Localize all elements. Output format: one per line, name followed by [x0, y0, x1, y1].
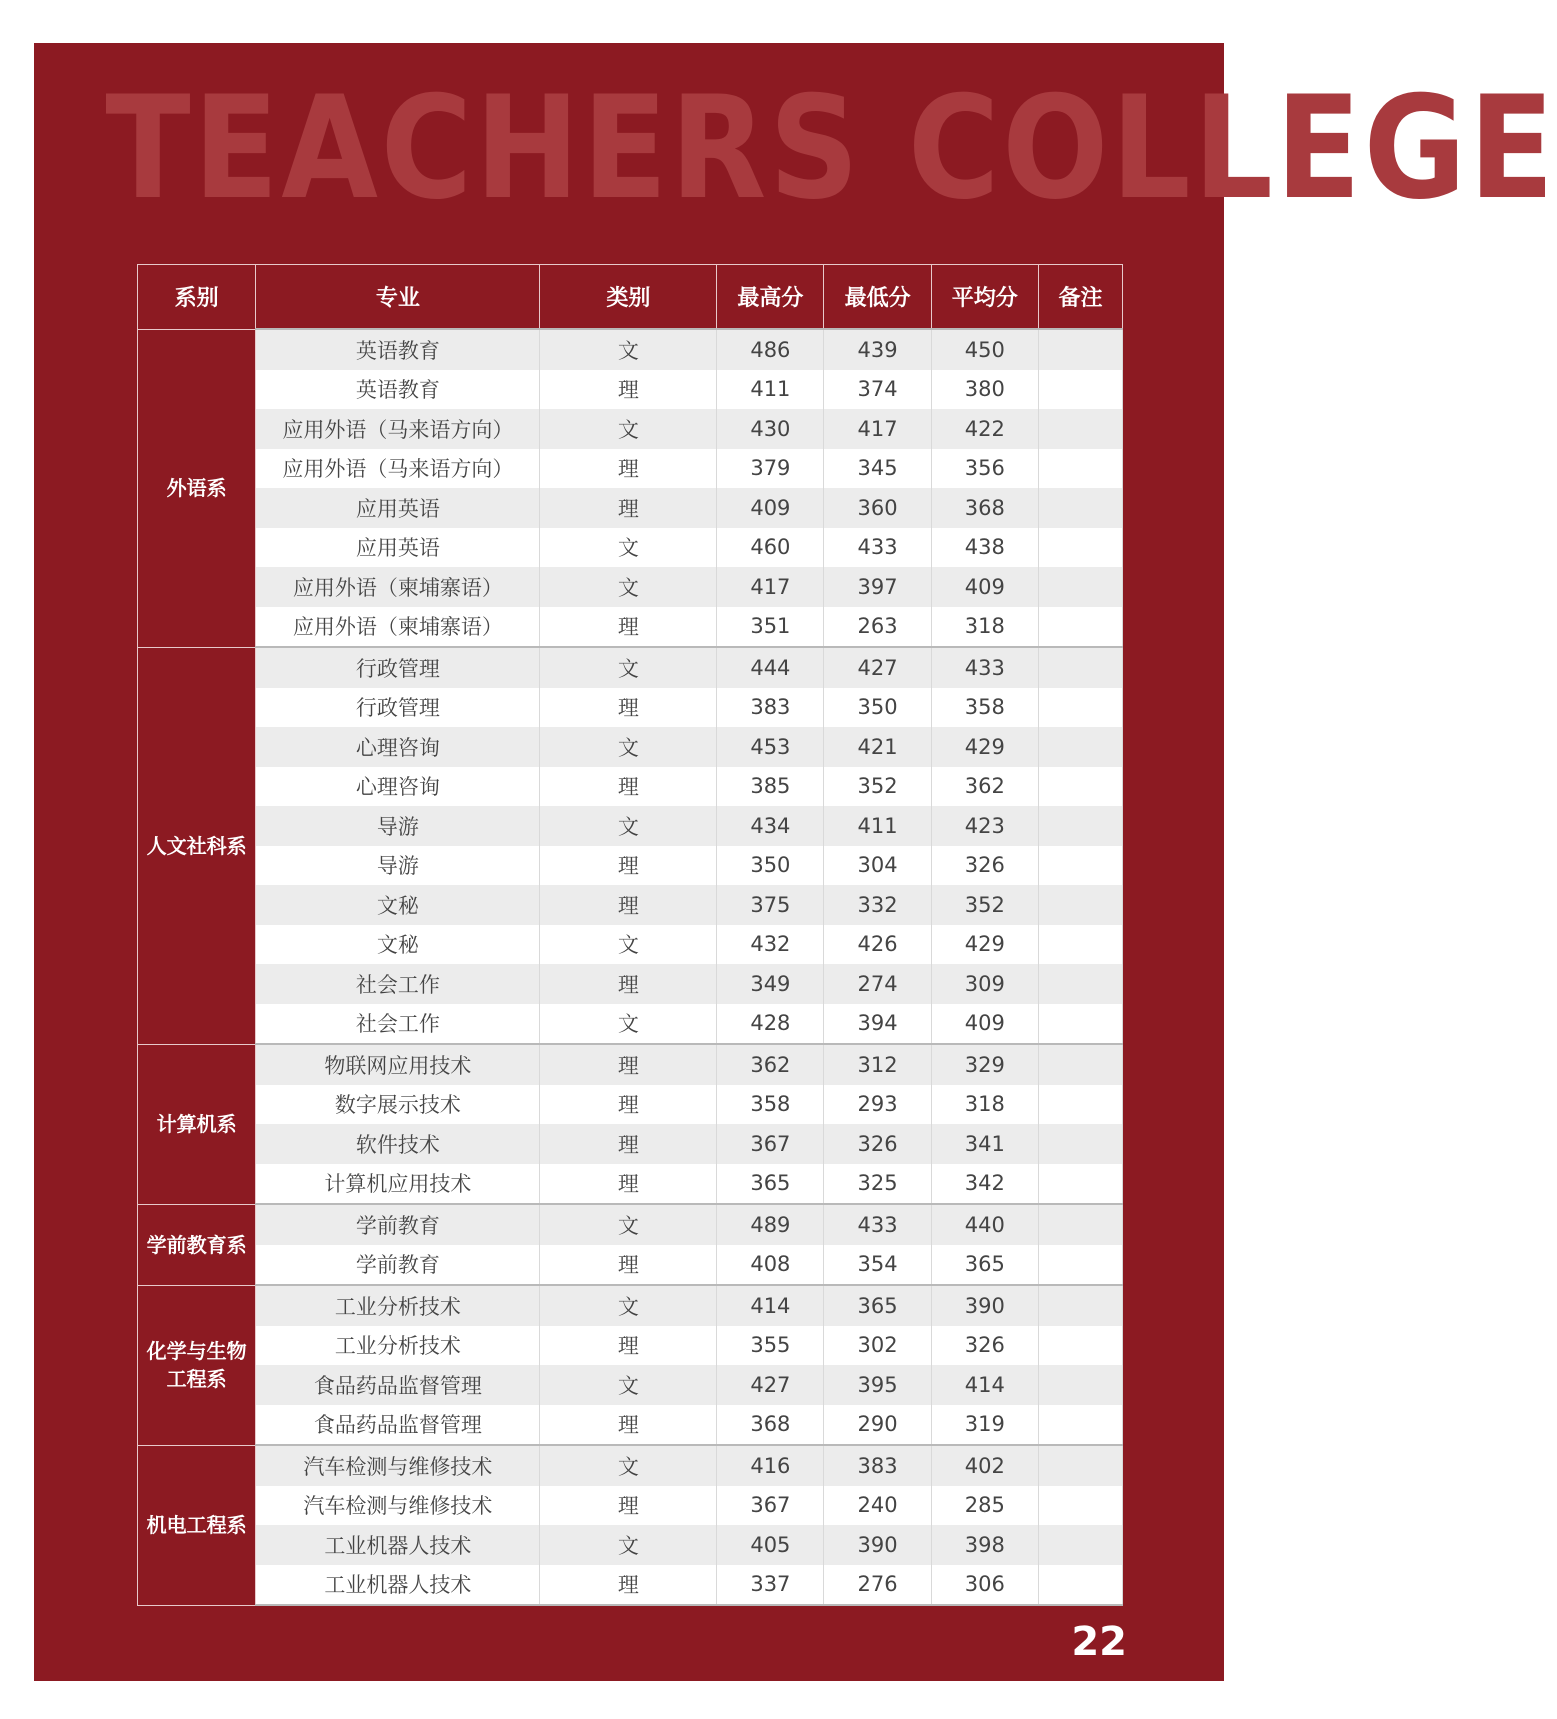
min-score-cell: 421 — [824, 727, 931, 767]
major-cell: 学前教育 — [256, 1204, 540, 1245]
category-cell: 理 — [540, 1565, 717, 1606]
max-score-cell: 416 — [717, 1445, 824, 1486]
table-row — [138, 1405, 1123, 1446]
major-cell: 工业分析技术 — [256, 1326, 540, 1366]
page-panel — [34, 43, 1557, 1681]
table-row — [138, 1365, 1123, 1405]
avg-score-cell: 318 — [931, 1085, 1038, 1125]
remarks-cell — [1038, 1405, 1122, 1446]
major-cell: 工业机器人技术 — [256, 1525, 540, 1565]
remarks-cell — [1038, 329, 1122, 370]
avg-score-cell: 409 — [931, 567, 1038, 607]
category-cell: 文 — [540, 1285, 717, 1326]
min-score-cell: 293 — [824, 1085, 931, 1125]
table-row — [138, 370, 1123, 410]
category-cell: 文 — [540, 567, 717, 607]
max-score-cell: 411 — [717, 370, 824, 410]
category-cell: 理 — [540, 1085, 717, 1125]
table-row — [138, 727, 1123, 767]
min-score-cell: 433 — [824, 1204, 931, 1245]
min-score-cell: 274 — [824, 964, 931, 1004]
remarks-cell — [1038, 1445, 1122, 1486]
table-row — [138, 1445, 1123, 1486]
avg-score-cell: 433 — [931, 647, 1038, 688]
major-cell: 行政管理 — [256, 647, 540, 688]
dept-label: 机电工程系 — [146, 1513, 247, 1537]
avg-score-cell: 285 — [931, 1486, 1038, 1526]
max-score-cell: 350 — [717, 846, 824, 886]
category-cell: 文 — [540, 925, 717, 965]
max-score-cell: 432 — [717, 925, 824, 965]
table-header-row — [138, 265, 1123, 330]
category-cell: 文 — [540, 647, 717, 688]
avg-score-cell: 450 — [931, 329, 1038, 370]
banner-title: TEACHERS COLLEGE — [105, 66, 1557, 231]
max-score-cell: 375 — [717, 885, 824, 925]
max-score-cell: 408 — [717, 1245, 824, 1286]
remarks-cell — [1038, 449, 1122, 489]
table-row — [138, 1164, 1123, 1205]
table-row — [138, 607, 1123, 648]
max-score-cell: 365 — [717, 1164, 824, 1205]
max-score-cell: 489 — [717, 1204, 824, 1245]
avg-score-cell: 326 — [931, 1326, 1038, 1366]
dept-cell — [138, 1204, 256, 1285]
remarks-cell — [1038, 964, 1122, 1004]
min-score-cell: 350 — [824, 688, 931, 728]
max-score-cell: 453 — [717, 727, 824, 767]
table-row — [138, 1124, 1123, 1164]
min-score-cell: 302 — [824, 1326, 931, 1366]
min-score-cell: 395 — [824, 1365, 931, 1405]
major-cell: 学前教育 — [256, 1245, 540, 1286]
avg-score-cell: 440 — [931, 1204, 1038, 1245]
category-cell: 理 — [540, 964, 717, 1004]
header-major: 专业 — [256, 265, 540, 330]
table-row — [138, 964, 1123, 1004]
header-max-score: 最高分 — [717, 265, 824, 330]
min-score-cell: 276 — [824, 1565, 931, 1606]
page-number: 22 — [1071, 1619, 1127, 1665]
avg-score-cell: 438 — [931, 528, 1038, 568]
major-cell: 文秘 — [256, 925, 540, 965]
avg-score-cell: 358 — [931, 688, 1038, 728]
dept-label: 外语系 — [166, 476, 227, 500]
table-row — [138, 1565, 1123, 1606]
dept-cell — [138, 1445, 256, 1605]
category-cell: 文 — [540, 1445, 717, 1486]
min-score-cell: 354 — [824, 1245, 931, 1286]
max-score-cell: 337 — [717, 1565, 824, 1606]
category-cell: 文 — [540, 528, 717, 568]
remarks-cell — [1038, 1124, 1122, 1164]
min-score-cell: 411 — [824, 806, 931, 846]
category-cell: 文 — [540, 1365, 717, 1405]
remarks-cell — [1038, 607, 1122, 648]
max-score-cell: 427 — [717, 1365, 824, 1405]
avg-score-cell: 318 — [931, 607, 1038, 648]
remarks-cell — [1038, 1285, 1122, 1326]
remarks-cell — [1038, 846, 1122, 886]
min-score-cell: 345 — [824, 449, 931, 489]
min-score-cell: 326 — [824, 1124, 931, 1164]
table-row — [138, 528, 1123, 568]
dept-label: 人文社科系 — [146, 833, 247, 858]
avg-score-cell: 409 — [931, 1004, 1038, 1045]
max-score-cell: 428 — [717, 1004, 824, 1045]
major-cell: 行政管理 — [256, 688, 540, 728]
category-cell: 文 — [540, 1525, 717, 1565]
table-row — [138, 846, 1123, 886]
avg-score-cell: 423 — [931, 806, 1038, 846]
max-score-cell: 430 — [717, 409, 824, 449]
table-row — [138, 1004, 1123, 1045]
avg-score-cell: 429 — [931, 925, 1038, 965]
category-cell: 理 — [540, 1405, 717, 1446]
category-cell: 理 — [540, 1044, 717, 1085]
category-cell: 文 — [540, 1204, 717, 1245]
major-cell: 导游 — [256, 806, 540, 846]
dept-label: 学前教育系 — [146, 1232, 247, 1257]
remarks-cell — [1038, 1204, 1122, 1245]
category-cell: 文 — [540, 329, 717, 370]
remarks-cell — [1038, 885, 1122, 925]
category-cell: 文 — [540, 1004, 717, 1045]
max-score-cell: 367 — [717, 1486, 824, 1526]
table-row — [138, 329, 1123, 370]
avg-score-cell: 341 — [931, 1124, 1038, 1164]
max-score-cell: 349 — [717, 964, 824, 1004]
max-score-cell: 385 — [717, 767, 824, 807]
min-score-cell: 332 — [824, 885, 931, 925]
min-score-cell: 263 — [824, 607, 931, 648]
max-score-cell: 414 — [717, 1285, 824, 1326]
remarks-cell — [1038, 528, 1122, 568]
max-score-cell: 358 — [717, 1085, 824, 1125]
table-row — [138, 885, 1123, 925]
major-cell: 食品药品监督管理 — [256, 1365, 540, 1405]
remarks-cell — [1038, 1044, 1122, 1085]
table-row — [138, 567, 1123, 607]
category-cell: 理 — [540, 1245, 717, 1286]
table-row — [138, 1486, 1123, 1526]
major-cell: 应用外语（马来语方向） — [256, 449, 540, 489]
remarks-cell — [1038, 1245, 1122, 1286]
avg-score-cell: 429 — [931, 727, 1038, 767]
header-dept: 系别 — [138, 265, 256, 330]
category-cell: 文 — [540, 409, 717, 449]
major-cell: 计算机应用技术 — [256, 1164, 540, 1205]
max-score-cell: 486 — [717, 329, 824, 370]
avg-score-cell: 402 — [931, 1445, 1038, 1486]
major-cell: 社会工作 — [256, 1004, 540, 1045]
major-cell: 物联网应用技术 — [256, 1044, 540, 1085]
major-cell: 应用英语 — [256, 528, 540, 568]
table-row — [138, 1204, 1123, 1245]
category-cell: 理 — [540, 767, 717, 807]
dept-cell — [138, 1044, 256, 1204]
dept-label: 化学与生物 — [146, 1339, 247, 1363]
avg-score-cell: 326 — [931, 846, 1038, 886]
remarks-cell — [1038, 1525, 1122, 1565]
category-cell: 理 — [540, 1164, 717, 1205]
category-cell: 理 — [540, 1124, 717, 1164]
min-score-cell: 304 — [824, 846, 931, 886]
avg-score-cell: 422 — [931, 409, 1038, 449]
major-cell: 应用外语（马来语方向） — [256, 409, 540, 449]
avg-score-cell: 352 — [931, 885, 1038, 925]
max-score-cell: 368 — [717, 1405, 824, 1446]
major-cell: 工业机器人技术 — [256, 1565, 540, 1606]
min-score-cell: 360 — [824, 488, 931, 528]
category-cell: 理 — [540, 607, 717, 648]
min-score-cell: 439 — [824, 329, 931, 370]
min-score-cell: 394 — [824, 1004, 931, 1045]
max-score-cell: 367 — [717, 1124, 824, 1164]
table-row — [138, 806, 1123, 846]
min-score-cell: 290 — [824, 1405, 931, 1446]
min-score-cell: 433 — [824, 528, 931, 568]
table-row — [138, 1085, 1123, 1125]
category-cell: 理 — [540, 1326, 717, 1366]
max-score-cell: 351 — [717, 607, 824, 648]
table-row — [138, 647, 1123, 688]
remarks-cell — [1038, 409, 1122, 449]
table-row — [138, 1326, 1123, 1366]
remarks-cell — [1038, 806, 1122, 846]
major-cell: 食品药品监督管理 — [256, 1405, 540, 1446]
category-cell: 理 — [540, 688, 717, 728]
table-row — [138, 1285, 1123, 1326]
max-score-cell: 405 — [717, 1525, 824, 1565]
major-cell: 心理咨询 — [256, 727, 540, 767]
remarks-cell — [1038, 1365, 1122, 1405]
remarks-cell — [1038, 370, 1122, 410]
min-score-cell: 312 — [824, 1044, 931, 1085]
table-body — [138, 329, 1123, 1605]
remarks-cell — [1038, 1085, 1122, 1125]
table-row — [138, 409, 1123, 449]
major-cell: 社会工作 — [256, 964, 540, 1004]
avg-score-cell: 390 — [931, 1285, 1038, 1326]
category-cell: 文 — [540, 806, 717, 846]
remarks-cell — [1038, 488, 1122, 528]
min-score-cell: 325 — [824, 1164, 931, 1205]
header-remarks: 备注 — [1038, 265, 1122, 330]
table-row — [138, 1525, 1123, 1565]
major-cell: 应用外语（柬埔寨语） — [256, 567, 540, 607]
major-cell: 汽车检测与维修技术 — [256, 1445, 540, 1486]
avg-score-cell: 356 — [931, 449, 1038, 489]
major-cell: 软件技术 — [256, 1124, 540, 1164]
table-row — [138, 1044, 1123, 1085]
min-score-cell: 397 — [824, 567, 931, 607]
major-cell: 心理咨询 — [256, 767, 540, 807]
remarks-cell — [1038, 727, 1122, 767]
category-cell: 理 — [540, 370, 717, 410]
category-cell: 理 — [540, 846, 717, 886]
avg-score-cell: 368 — [931, 488, 1038, 528]
major-cell: 文秘 — [256, 885, 540, 925]
avg-score-cell: 329 — [931, 1044, 1038, 1085]
major-cell: 应用英语 — [256, 488, 540, 528]
avg-score-cell: 319 — [931, 1405, 1038, 1446]
table-row — [138, 688, 1123, 728]
table-row — [138, 767, 1123, 807]
header-min-score: 最低分 — [824, 265, 931, 330]
remarks-cell — [1038, 925, 1122, 965]
table-row — [138, 925, 1123, 965]
remarks-cell — [1038, 767, 1122, 807]
min-score-cell: 417 — [824, 409, 931, 449]
min-score-cell: 427 — [824, 647, 931, 688]
header-category: 类别 — [540, 265, 717, 330]
min-score-cell: 240 — [824, 1486, 931, 1526]
max-score-cell: 362 — [717, 1044, 824, 1085]
avg-score-cell: 380 — [931, 370, 1038, 410]
remarks-cell — [1038, 1486, 1122, 1526]
min-score-cell: 390 — [824, 1525, 931, 1565]
major-cell: 应用外语（柬埔寨语） — [256, 607, 540, 648]
category-cell: 理 — [540, 449, 717, 489]
remarks-cell — [1038, 1164, 1122, 1205]
max-score-cell: 460 — [717, 528, 824, 568]
table-row — [138, 1245, 1123, 1286]
remarks-cell — [1038, 1565, 1122, 1606]
major-cell: 工业分析技术 — [256, 1285, 540, 1326]
min-score-cell: 426 — [824, 925, 931, 965]
dept-cell — [138, 1285, 256, 1445]
avg-score-cell: 414 — [931, 1365, 1038, 1405]
max-score-cell: 355 — [717, 1326, 824, 1366]
table-row — [138, 488, 1123, 528]
min-score-cell: 374 — [824, 370, 931, 410]
avg-score-cell: 362 — [931, 767, 1038, 807]
category-cell: 理 — [540, 488, 717, 528]
max-score-cell: 444 — [717, 647, 824, 688]
table-row — [138, 449, 1123, 489]
major-cell: 英语教育 — [256, 329, 540, 370]
max-score-cell: 383 — [717, 688, 824, 728]
major-cell: 数字展示技术 — [256, 1085, 540, 1125]
remarks-cell — [1038, 1004, 1122, 1045]
dept-cell — [138, 647, 256, 1044]
remarks-cell — [1038, 567, 1122, 607]
dept-cell — [138, 329, 256, 647]
max-score-cell: 379 — [717, 449, 824, 489]
major-cell: 导游 — [256, 846, 540, 886]
remarks-cell — [1038, 688, 1122, 728]
category-cell: 理 — [540, 885, 717, 925]
header-avg-score: 平均分 — [931, 265, 1038, 330]
avg-score-cell: 306 — [931, 1565, 1038, 1606]
category-cell: 理 — [540, 1486, 717, 1526]
avg-score-cell: 342 — [931, 1164, 1038, 1205]
category-cell: 文 — [540, 727, 717, 767]
remarks-cell — [1038, 1326, 1122, 1366]
max-score-cell: 434 — [717, 806, 824, 846]
dept-label: 工程系 — [166, 1367, 227, 1391]
admission-scores-table — [137, 264, 1123, 1606]
max-score-cell: 409 — [717, 488, 824, 528]
avg-score-cell: 365 — [931, 1245, 1038, 1286]
avg-score-cell: 398 — [931, 1525, 1038, 1565]
major-cell: 英语教育 — [256, 370, 540, 410]
remarks-cell — [1038, 647, 1122, 688]
min-score-cell: 365 — [824, 1285, 931, 1326]
major-cell: 汽车检测与维修技术 — [256, 1486, 540, 1526]
min-score-cell: 383 — [824, 1445, 931, 1486]
dept-label: 计算机系 — [156, 1112, 237, 1136]
max-score-cell: 417 — [717, 567, 824, 607]
min-score-cell: 352 — [824, 767, 931, 807]
avg-score-cell: 309 — [931, 964, 1038, 1004]
